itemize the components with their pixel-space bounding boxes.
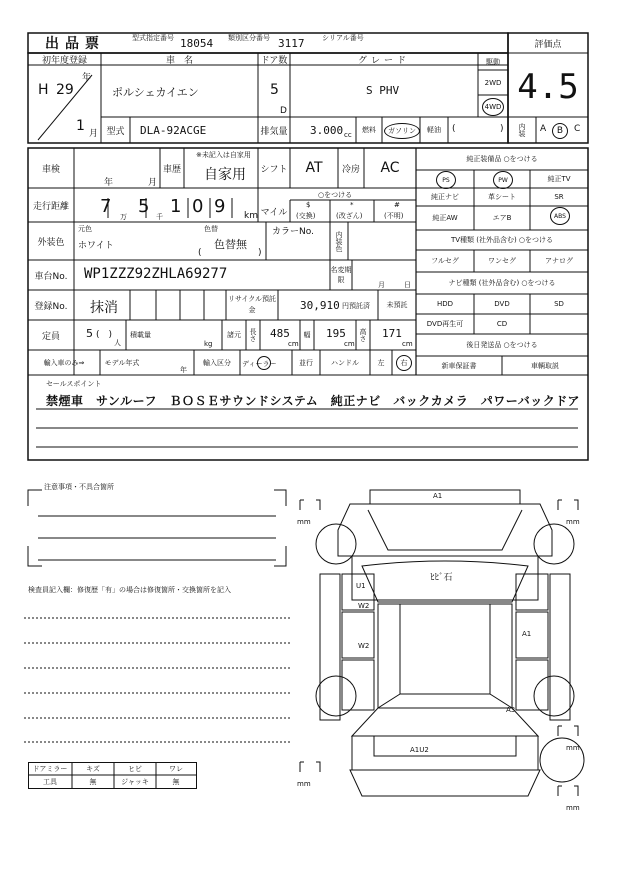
door-count: 5 bbox=[270, 82, 279, 98]
equip-airbag[interactable]: エアB bbox=[492, 214, 512, 222]
mileage-label: 走行距離 bbox=[32, 201, 69, 212]
width-unit: cm bbox=[344, 340, 355, 348]
mark-w2-b: W2 bbox=[358, 642, 370, 650]
mark-u1: U1 bbox=[356, 582, 366, 590]
mark-a3: A3 bbox=[506, 706, 516, 714]
equip-navi[interactable]: 純正ナビ bbox=[431, 193, 459, 201]
later-header: 後日発送品 ○をつける bbox=[466, 341, 538, 349]
oil-paren-open: ( bbox=[452, 124, 456, 134]
name-change-day: 日 bbox=[404, 281, 411, 289]
model-label: 型式 bbox=[106, 126, 125, 137]
oil-paren-close: ) bbox=[500, 124, 504, 134]
navi-dvd-playback[interactable]: DVD再生可 bbox=[426, 320, 464, 328]
drive-2wd[interactable]: 2WD bbox=[484, 78, 502, 87]
fuel-gasoline[interactable]: ガソリン bbox=[384, 123, 420, 139]
fuel-label: 燃料 bbox=[362, 126, 376, 134]
recycle-unpaid[interactable]: 未預託 bbox=[386, 301, 408, 309]
interior-c[interactable]: C bbox=[574, 124, 581, 134]
form-title: 出品票 bbox=[45, 36, 105, 52]
recycle-value: 30,910 bbox=[300, 299, 340, 312]
mm-rear-left: mm bbox=[297, 780, 311, 788]
equip-tv[interactable]: 純正TV bbox=[547, 175, 571, 183]
equip-ps[interactable]: PS bbox=[436, 171, 456, 189]
mileage-man: 万 bbox=[120, 213, 127, 221]
sales-point-label: セールスポイント bbox=[46, 380, 102, 388]
mileage-attach-note: ○をつける bbox=[318, 191, 353, 199]
mark-hibi-ishi: ﾋﾋﾞ石 bbox=[430, 573, 453, 583]
equip-abs[interactable]: ABS bbox=[550, 207, 570, 225]
drive-4wd[interactable]: 4WD bbox=[482, 98, 504, 116]
interior-color-label: 内装色 bbox=[335, 230, 343, 252]
interior-a[interactable]: A bbox=[540, 124, 547, 134]
drive-label: 駆動 bbox=[486, 57, 500, 66]
katashiki-label: 型式指定番号 bbox=[132, 34, 174, 42]
mileage-digit-ticks bbox=[92, 192, 242, 220]
door-type: D bbox=[280, 106, 287, 116]
color-change-value: 色替無 bbox=[214, 238, 247, 251]
era: H bbox=[38, 82, 49, 98]
load-label: 積載量 bbox=[130, 331, 151, 339]
grade-value: S PHV bbox=[366, 84, 400, 97]
width-value: 195 bbox=[326, 327, 346, 340]
handle-right[interactable]: 右 bbox=[396, 355, 412, 371]
mileage-digit-4: 0 bbox=[192, 196, 204, 217]
model-value: DLA-92ACGE bbox=[140, 124, 207, 137]
navi-hdd[interactable]: HDD bbox=[436, 300, 454, 308]
color-paren-open: ( bbox=[198, 248, 202, 258]
ac-label: 冷房 bbox=[341, 164, 360, 175]
mm-front-right: mm bbox=[566, 518, 580, 526]
navi-sd[interactable]: SD bbox=[554, 300, 564, 308]
name-change-month: 月 bbox=[378, 281, 385, 289]
name-change-label: 名変期限 bbox=[330, 266, 352, 284]
tv-fullseg[interactable]: フルセグ bbox=[431, 257, 459, 265]
navi-dvd[interactable]: DVD bbox=[494, 300, 510, 308]
handle-left[interactable]: 左 bbox=[377, 358, 385, 367]
capacity-paren: ( ) bbox=[96, 330, 113, 340]
length-value: 485 bbox=[270, 327, 290, 340]
color-label: 外装色 bbox=[37, 237, 65, 248]
shift-value: AT bbox=[305, 160, 323, 176]
handle-label: ハンドル bbox=[331, 358, 359, 367]
score-value: 4.5 bbox=[517, 67, 579, 107]
navi-header: ナビ種類 (社外品含む) ○をつける bbox=[448, 279, 556, 287]
color-paren-close: ) bbox=[258, 248, 262, 258]
width-label: 幅 bbox=[303, 331, 311, 339]
model-year-unit: 年 bbox=[180, 366, 187, 374]
original-color-label: 元色 bbox=[78, 225, 92, 233]
mileage-exchange[interactable]: (交換) bbox=[296, 212, 316, 220]
mark-a1u2: A1U2 bbox=[410, 746, 429, 754]
interior-label: 内装 bbox=[518, 123, 526, 137]
legend-door-mirror: ドアミラー bbox=[32, 764, 68, 773]
mm-front-left: mm bbox=[297, 518, 311, 526]
ruibetsu-label: 類別区分番号 bbox=[228, 34, 270, 42]
load-unit: kg bbox=[204, 340, 213, 348]
length-label: 長さ bbox=[249, 328, 257, 342]
displacement-value: 3.000 bbox=[310, 124, 344, 137]
notes-title: 注意事項・不具合箇所 bbox=[44, 483, 114, 491]
mark-w2-a: W2 bbox=[358, 602, 370, 610]
mileage-sen: 千 bbox=[156, 213, 163, 221]
height-label: 高さ bbox=[359, 328, 367, 342]
import-dealer[interactable]: ディーラー bbox=[242, 360, 277, 368]
legend-jack-value: 無 bbox=[172, 777, 180, 786]
grade-label: グレード bbox=[357, 55, 410, 66]
car-label: 車 名 bbox=[165, 55, 193, 66]
serial-label: シリアル番号 bbox=[322, 34, 364, 42]
height-unit: cm bbox=[402, 340, 413, 348]
color-change-label: 色替 bbox=[204, 225, 218, 233]
colorno-label: カラーNo. bbox=[272, 227, 314, 237]
later-manual[interactable]: 車輌取説 bbox=[531, 361, 559, 370]
inspection-label: 車検 bbox=[41, 164, 60, 175]
door-label: ドア数 bbox=[260, 55, 288, 66]
model-year-label: モデル年式 bbox=[104, 359, 140, 367]
mileage-altered[interactable]: (改ざん) bbox=[336, 212, 363, 220]
mileage-km: km bbox=[244, 211, 258, 221]
dims-label: 諸元 bbox=[227, 331, 241, 339]
equipment-header: 純正装備品 ○をつける bbox=[466, 155, 538, 163]
legend-tools: 工具 bbox=[43, 777, 57, 786]
katashiki-value: 18054 bbox=[180, 37, 214, 50]
chassis-label: 車台No. bbox=[34, 271, 68, 282]
car-name: ポルシェカイエン bbox=[112, 86, 199, 99]
chassis-value: WP1ZZZ92ZHLA69277 bbox=[84, 266, 228, 282]
tv-header: TV種類 (社外品含む) ○をつける bbox=[450, 236, 554, 244]
car-outline bbox=[290, 470, 600, 820]
notes-lines bbox=[24, 486, 294, 766]
legend-tools-value: 無 bbox=[89, 777, 97, 786]
dealer-circle bbox=[257, 356, 271, 370]
legend-kizu: キズ bbox=[86, 764, 100, 773]
tv-oneseg[interactable]: ワンセグ bbox=[488, 257, 516, 265]
inspector-label: 検査員記入欄：修復歴「有」の場合は修復箇所・交換箇所を記入 bbox=[28, 586, 231, 594]
mm-spare: mm bbox=[566, 804, 580, 812]
ruibetsu-value: 3117 bbox=[278, 37, 305, 50]
shift-label: シフト bbox=[260, 164, 288, 175]
original-color-value: ホワイト bbox=[78, 241, 114, 251]
score-label: 評価点 bbox=[534, 39, 562, 50]
mileage-altered-sym: * bbox=[350, 201, 354, 209]
import-type-label: 輸入区分 bbox=[203, 358, 231, 367]
mileage-mile[interactable]: マイル bbox=[260, 207, 288, 218]
capacity-label: 定員 bbox=[41, 331, 60, 342]
legend-jack: ジャッキ bbox=[121, 777, 149, 786]
later-warranty[interactable]: 新車保証書 bbox=[441, 361, 477, 370]
sales-point-text: 禁煙車 サンルーフ ＢＯＳＥサウンドシステム 純正ナビ バックカメラ パワーバックドア bbox=[46, 394, 580, 408]
tv-analog[interactable]: アナログ bbox=[545, 257, 573, 265]
inspection-month-unit: 月 bbox=[148, 178, 158, 188]
mark-a1-side: A1 bbox=[522, 630, 532, 638]
capacity-value: 5 bbox=[86, 327, 93, 340]
mileage-unknown[interactable]: (不明) bbox=[384, 212, 404, 220]
reg-year-unit: 年 bbox=[82, 73, 92, 83]
ac-value: AC bbox=[380, 160, 400, 176]
history-value: 自家用 bbox=[204, 167, 246, 183]
mileage-digit-3: 1 bbox=[170, 196, 182, 217]
displacement-unit: cc bbox=[344, 131, 352, 139]
inspection-year-unit: 年 bbox=[104, 178, 114, 188]
mm-rear-right: mm bbox=[566, 744, 580, 752]
legend-ware: ワレ bbox=[169, 764, 183, 773]
history-note: ※未記入は自家用 bbox=[196, 151, 251, 159]
recycle-label: リサイクル預託金 bbox=[227, 295, 277, 314]
registration-value: 抹消 bbox=[90, 300, 118, 316]
reg-month-unit: 月 bbox=[89, 129, 99, 139]
displacement-label: 排気量 bbox=[260, 126, 288, 137]
navi-cd[interactable]: CD bbox=[496, 320, 508, 328]
interior-b[interactable]: B bbox=[552, 123, 568, 139]
recycle-unit: 円預託済 bbox=[342, 302, 370, 310]
equip-aw[interactable]: 純正AW bbox=[432, 214, 458, 222]
length-unit: cm bbox=[288, 340, 299, 348]
capacity-unit: 人 bbox=[114, 339, 121, 347]
mark-a1-front: A1 bbox=[433, 492, 443, 500]
registration-label: 登録No. bbox=[34, 301, 68, 312]
equip-sunroof[interactable]: SR bbox=[554, 193, 564, 201]
mileage-digit-2: 5 bbox=[138, 196, 150, 217]
equip-pw[interactable]: PW bbox=[493, 171, 513, 189]
height-value: 171 bbox=[382, 327, 402, 340]
history-label: 車歴 bbox=[162, 164, 181, 175]
oil-label: 軽油 bbox=[427, 126, 441, 134]
legend-hibi: ヒビ bbox=[128, 764, 142, 773]
mileage-exchange-sym: $ bbox=[306, 201, 311, 209]
mileage-digit-1: 7 bbox=[100, 196, 112, 217]
mileage-digit-5: 9 bbox=[214, 196, 226, 217]
first-reg-label: 初年度登録 bbox=[41, 55, 87, 66]
import-parallel[interactable]: 並行 bbox=[299, 358, 313, 367]
reg-year: 29 bbox=[56, 82, 74, 98]
reg-month: 1 bbox=[76, 118, 85, 134]
equip-leather-seat[interactable]: 革シート bbox=[488, 193, 516, 201]
import-label: 輸入車のみ⇒ bbox=[43, 358, 85, 367]
mileage-unknown-sym: # bbox=[394, 201, 400, 209]
